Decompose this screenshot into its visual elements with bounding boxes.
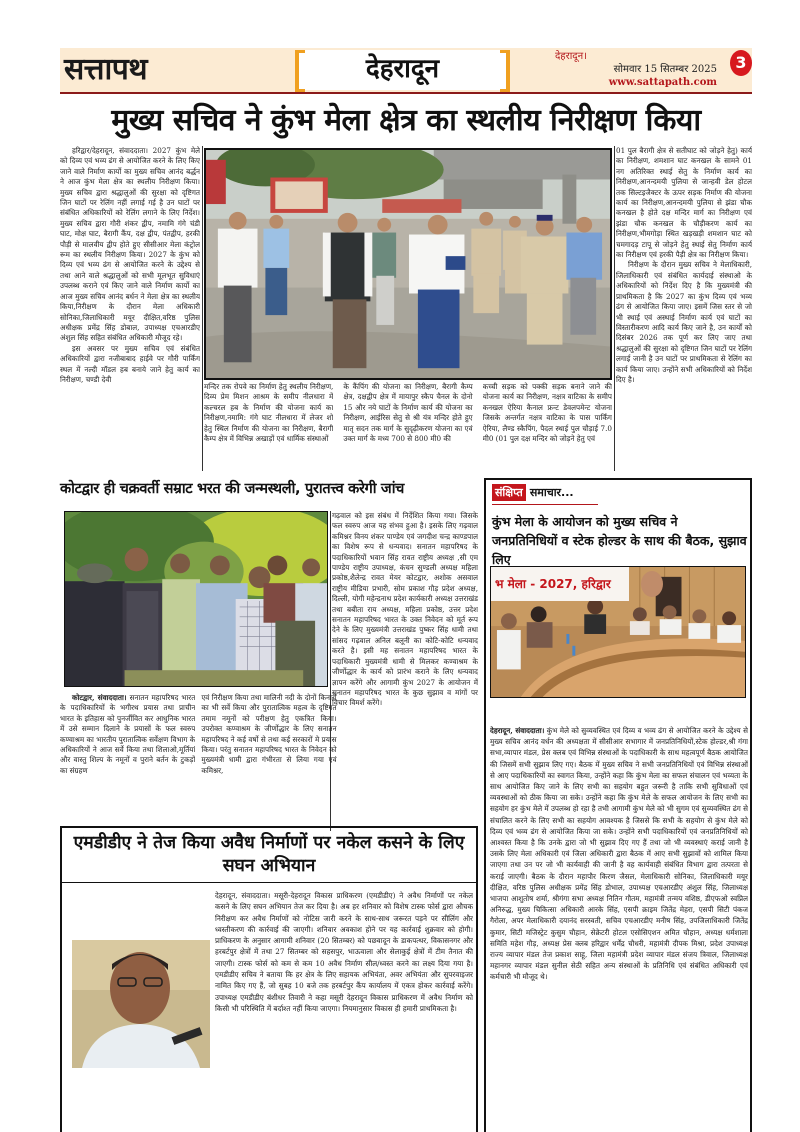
headline-divider	[62, 882, 476, 883]
story2-body-columns	[60, 693, 478, 823]
main-headline: मुख्य सचिव ने कुंभ मेला क्षेत्र का स्थलीय निरीक्षण किया	[111, 103, 701, 138]
kumbh-banner	[491, 567, 629, 601]
brief-section-label	[492, 484, 598, 505]
main-story-paragraph: निरीक्षण के दौरान मुख्य सचिव ने मेलाधिकारी, जिलाधिकारी एवं संबंधित कार्यदाई संस्थाओ के अधिकारियों को निर्देश दिए है कि मुख्यमंत्री की प्राथमिकता है कि 2027 का कुंभ दिव्य एवं भव्य ढंग से आयोजित किया जाए। इसमें जिस स्तर से जो भी स्थाई एवं अस्थाई निर्माण कार्य एवं घाटों का विस्तारीकरण आदि कार्य किए जाने है, उन कार्यों को दिसंबर 2026 तक पूर्ण कर लिए जाए तथा श्रद्धालुओं की सुरक्षा को दृष्टिगत जिन घाटों पर रेलिंग लगाई जानी है उन घाटों पर प्राथमिकता से रेलिंग का कार्य किया जाए। उन्होंने सभी अधिकारियों को निर्देश दिए है।	[616, 260, 752, 384]
story2-byline: कोटद्वार, संवाददाता।	[72, 693, 127, 702]
dateline-city: देहरादून।	[555, 51, 587, 62]
brief-body	[490, 725, 748, 1130]
banner-portrait	[641, 571, 663, 597]
page-number-badge: 3	[730, 50, 752, 76]
kanvashram-survey-photo	[65, 512, 327, 686]
main-story-paragraph: 01 पुल बैरागी क्षेत्र से सतीघाट को जोड़ने हेतु) कार्य का निरीक्षण, शमशान घाट कनखल के सामने 01 नग अतिरिक्त स्थाई सेतु के निर्माण कार्य का निरीक्षण,आनन्दमयी पुलिया से जान्हवी डेल होटल तक सिल्टइजैक्टर के ऊपर सड़क निर्माण की योजना कार्य का निरीक्षण,आनन्दमयी पुलिया से झंडा चौक कनखल है होते दक्ष मन्दिर मार्ग का निरीक्षण एवं झंडा चौक कनखल के चौड़ीकरण कार्य का निरीक्षण,भीमगोड़ा स्थित खड़खड़ी शमशान घाट को चमगादड़ टापू से जोड़ने हेतु स्थाई सेतु निर्माण कार्य का निरीक्षण एवं हरकी पैड़ी क्षेत्र का निरीक्षण किया।	[616, 146, 752, 260]
story2-photo	[64, 511, 328, 687]
newspaper-logo: सत्तापथ	[64, 52, 147, 87]
story2-column-1-text: सनातन महापरिषद भारत के पदाधिकारियों के भगीरथ प्रयास तथा प्राचीन भारत के इतिहास को पुनर्जीवित कर आधुनिक भारत में उसे सम्मान दिलाने के प्रयासों के फल स्वरुप कण्वाश्रम का भारतीय पुरातात्विक सर्वेक्षण विभाग के अधिकारियों ने आज सर्वे किया तथा शिलाओ,मूर्तियां और वास्तु शिल्प के नमूनों व पुराने बर्तन के टुकड़ों का संग्रहण	[60, 693, 196, 775]
mdda-photo	[72, 940, 210, 1068]
main-story-column-4: कच्ची सड़क को पक्की सड़क बनाने जाने की योजना कार्य का निरीक्षण, नक्षत्र वाटिका के समीप कनखल ऐरिया कैनाल फ्रन्ट डेवलपमेन्ट योजना जिसके अन्तर्गत नक्षत्र वाटिका के पास पार्किंग ऐरिया, लैण्ड स्कैपिंग, पैदल स्थाई पुल चौड़ाई 7.0 मी0 (01 पुल दक्ष मन्दिर को जोड़ने हेतु एवं	[482, 382, 612, 444]
brief-body-text: कुंभ मेले को सुव्यवस्थित एवं दिव्य व भव्य ढंग से आयोजित करने के उद्देश्य से मुख्य सचिव आनंद वर्धन की अध्यक्षता में सीसीआर सभागार में जनप्रतिनिधियों,स्टेक होल्डर,श्री गंगा सभा,व्यापार मंडल, प्रेस क्लब एवं विभिन्न संस्थाओं के पदाधिकारी के साथ महत्वपूर्ण बैठक आयोजित की जिसमें सभी सुझाव लिए गए। बैठक में मुख्य सचिव ने सभी जनप्रतिनिधियों एवं विभिन्न संस्थाओं से आए पदाधिकारियों का स्वागत किया, उन्होंने कहा कि कुंभ मेला का सफल संचालन एवं भव्यता के साथ आयोजित किए जाने के लिए सभी का सहयोग बहुत जरूरी है ताकि सभी सुविधाओं एवं व्यवस्थाओं को ठीक किया जा सके। उन्होंने कहा कि कुंभ मेले के सफल आयोजन के लिए सभी का सहयोग हर कुंभ मेले में उपलब्ध हो रहा है तभी आगामी कुंभ मेले को भी सुगम एवं सुव्यवस्थित ढंग से संचालित करने के लिए सभी का सहयोग आवश्यक है जिससे कि सभी के सहयोग से कुंभ मेले को दिव्य एवं भव्य ढंग से आयोजित किया जा सके। उन्होंने सभी पदाधिकारियों एवं जनप्रतिनिधियों को आश्वस्त किया है कि उनके द्वारा जो भी सुझाव दिए गए हैं तथा जो भी व्यवस्थाएं कराई जानी है उसके लिए मेला अधिकारी एवं जिला अधिकारी द्वारा बैठक में आए सभी सुझावों को शामिल किया जाएगा तथा उन पर जो भी कार्यवाही की जानी है वह कार्यवाही संबंधित विभाग द्वारा तत्परता से कराई जाएगी। बैठक के दौरान महापौर किरण जैसल, मेलाधिकारी सोनिका, जिलाधिकारी मयूर दीक्षित, वरिष्ठ पुलिस अधीक्षक प्रमेंद्र सिंह डोभाल, उपाध्यक्ष एचआरडीए अंशुल सिंह, जिलाध्यक्ष भाजपा आशुतोष शर्मा, श्रीगंगा सभा अध्यक्ष नितिन गौतम, महामंत्री तन्मय वशिष्ठ, डीएफओ स्वप्निल अनिरुद्ध, मुख्य चिकित्सा अधिकारी आरके सिंह, एसपी क्राइम जितेंद्र मेहरा, एसपी सिटी पंकज गैरोला, अपर मेलाधिकारी दयानंद सरस्वती, सचिव एचआरडीए मनीष सिंह, उपजिलाधिकारी जितेंद्र कुमार, सिटी मजिस्ट्रेट कुसुम चौहान, सेक्रेटरी होटल एसोसिएशन अमित चौहान, अध्यक्ष धर्मशाला समिति महेश गौड़, अध्यक्ष प्रेस क्लब हरिद्वार धर्मेंद्र चौधरी, महामंत्री दीपक मिश्रा, प्रदेश उपाध्यक्ष राज्य व्यापार मंडल तेज प्रकाश साहू, जिला महामंत्री प्रदेश व्यापार मंडल संजय त्रिवाल, जिलाध्यक्ष महानगर व्यापार मंडल सुनील सेठी सहित अन्य संस्थाओं के प्रतिनिधि एवं संबंधित अधिकारी एवं कर्मचारी भी मौजूद थे।	[490, 726, 748, 982]
brief-photo	[490, 566, 746, 698]
city-edition-box	[295, 50, 510, 90]
website-link[interactable]: www.sattapath.com	[608, 77, 717, 88]
main-story-column-2: मन्दिर तक रोपवे का निर्माण हेतु स्थलीय निरीक्षण, दिव्य प्रेम मिशन आश्रम के समीप नीलधारा में कल्चरल हब के निर्माण की योजना कार्य का निरीक्षण,नमामि: गंगे घाट नीलधारा में लेजर शो हेतु स्थिल निर्माण की योजना का निरीक्षण, बैरागी कैम्प क्षेत्र में विभिन्न अखाड़ों एवं धार्मिक संस्थाओं	[204, 382, 334, 444]
main-story-paragraph: इस अवसर पर मुख्य सचिव एवं संबंधित अधिकारियों द्वारा नजीबाबाद हाईवे पर गौरी पार्किंग स्थल में नल्दी मॉडल हब बनाये जाने हेतु कार्य का निरीक्षण, चण्डी देवी	[60, 343, 200, 384]
main-story-column-3: के कैंपिंग की योजना का निरीक्षण, बैरागी कैम्प क्षेत्र, दक्षद्वीप क्षेत्र में मायापुर स्कैप चैनल के दोनो 15 और नये घाटों के निर्माण कार्य की योजना का निरीक्षण, आईरिस सेतु से श्री यंत्र मन्दिर होते हुए मातृ सदन तक मार्ग के सुदृढ़ीकरण योजना का एवं उक्त मार्ग के मध्य 700 से 800 मी0 की	[343, 382, 473, 444]
story2-column-1	[60, 693, 195, 823]
brief-tag: संक्षिप्त	[492, 484, 526, 501]
story2-headline: कोटद्वार ही चक्रवर्ती सम्राट भरत की जन्मस्थली, पुरातत्त्व करेगी जांच	[60, 481, 405, 497]
inspection-walk-photo	[206, 150, 610, 378]
brief-byline: देहरादून, संवाददाता।	[490, 726, 545, 735]
masthead	[60, 48, 752, 94]
mdda-body-text: देहरादून, संवाददाता। मसूरी-देहरादून विकास प्राधिकरण (एमडीडीए) ने अवैध निर्माणों पर नकेल कसने के लिए सघन अभियान तेज कर दिया है। अब हर शनिवार को विशेष टास्क फोर्स द्वारा औचक निरीक्षण कर अवैध निर्माणों को नोटिस जारी करने के साथ-साथ जरूरत पड़ने पर सीलिंग और ध्वस्तीकरण की कार्रवाई की जाएगी। शनिवार अवकाश होने पर यह कार्रवाई शुक्रवार को होगी। प्राधिकरण के अनुसार आगामी शनिवार (20 सितम्बर) को पछवादून के डाकपत्थर, विकासनगर और हरबर्टपुर क्षेत्रों में तथा 27 सितम्बर को सहसपुर, भाऊवाला और सेलाकुई क्षेत्रों में टीम तैनात की जाएगी। टास्क फोर्स को कम से कम 10 अवैध निर्माण सील/ध्वस्त करने का लक्ष्य दिया गया है।एमडीडीए सचिव ने बताया कि हर क्षेत्र के लिए सहायक अभियंता, अवर अभियंता और सुपरवाइजर नामित किए गए हैं, जो सुबह 10 बजे तक हरबर्टपुर कैंप कार्यालय में एकत्र होकर कार्रवाई करेंगे। उपाध्यक्ष एमडीडीए बंशीधर तिवारी ने कहा मसूरी देहरादून विकास प्राधिकरण में अवैध निर्माण को किसी भी परिस्थिति में बर्दाश्त नहीं किया जाएगा। नियमानुसार विकास ही हमारी प्राथमिकता है।	[215, 891, 473, 1013]
news-brief-box	[484, 478, 752, 1132]
main-story-paragraph: हरिद्वार/देहरादून, संवाददाता। 2027 कुंभ मेले को दिव्य एवं भव्य ढंग से आयोजित करने के लिए किए जाने वाले निर्माण कार्यो का मुख्य सचिव आनंद बर्द्धन ने आज कुंभ मेला क्षेत्र का स्थलीय निरीक्षण किया। मुख्य सचिव द्वारा श्रद्धालुओं की सुरक्षा को दृष्टिगत जिन घाटों पर रेलिंग नहीं लगाई गई है उन घाटों पर संबंधित अधिकारियों को रेलिंग लगाने के लिए निर्देश। मुख्य सचिव द्वारा गौरी शंकर द्वीप, नमामि गंगे चंडी घाट, मोक्ष घाट, बैरागी कैंप, दक्ष द्वीप, पंतद्वीप, हरकी पौड़ी से मालवीय द्वीप होते हुए सीसीआर मेला कंट्रोल रूम का स्थलीय निरीक्षण किया। 2027 के कुंभ को दिव्य एवं भव्य ढंग से आयोजित करने के उद्देश्य से तथा आने वाले श्रद्धालुओं को सभी मूलभूत सुविधाएं उपलब्ध कराने एवं किए जाने वाले निर्माण कार्यो का आज मुख्य सचिव आनंद बर्धन ने मेला क्षेत्र का स्थलीय किया,निरीक्षण के दौरान मेला अधिकारी सोनिका,जिलाधिकारी मयूर दीक्षित,वरिष्ठ पुलिस अधीक्षक प्रमेंद्र सिंह डोबाल, उपाध्यक्ष एचआरडीए अंशुल सिंह सहित संबंधित अधिकारी मौजूद रहे।	[60, 146, 200, 343]
brief-word: समाचार...	[529, 486, 574, 499]
dateline	[555, 50, 725, 89]
story2-right-column: गढ़वाल को इस संबंध में निर्देशित किया गया। जिसके फल स्वरुप आज यह संभव हुआ है। इसके लिए गढ़वाल कमिश्नर विनय शंकर पाण्डेय एवं जगदीश चन्द्र काण्डपाल का विशेष रूप से धन्यवाद। सनातन महापरिषद के पदाधिकारियों भवान सिंह रावत राष्ट्रीय अध्यक्ष ,सी एम पाण्डेय राष्ट्रीय उपाध्यक्ष, कंचन सुण्डली अध्यक्ष महिला प्रकोष्ठ,शैलेन्द्र रावत मेयर कोटद्वार, अशोक असवाल राष्ट्रीय मीडिया प्रभारी, सोम प्रकाश गौड़ प्रदेश अध्यक्ष, दिल्ली, योगी महेन्द्रनाथ प्रदेश कार्यकारी अध्यक्ष उत्तराखंड तथा बबीता राय अध्यक्ष, महिला प्रकोष्ठ, उत्तर प्रदेश सनातन महापरिषद भारत के उक्त निवेदन को मूर्त रूप देने के लिए मुख्यमंत्री उत्तराखंड पुष्कर सिंह धामी तथा सांसद गढ़वाल अनिल बलूनी का कोटि-कोटि धन्यवाद करते है। इसी मह सनातन महापरिषद भारत के पदाधिकारी मुख्यमंत्री धामी से मिलकर कण्वाश्रम के जीर्णोद्धार के कार्य को प्रारंभ कराने के लिए धन्यवाद ज्ञापन करेंगे और आगामी कुंभ 2027 के आयोजन में सनातन महापरिषद भारत के कुछ सुझाव व मांगों पर विचार विमर्श करेंगे।	[332, 511, 478, 708]
main-story-photo	[204, 148, 612, 380]
column-divider	[202, 146, 203, 471]
banner-text: भ मेला - 2027, हरिद्वार	[495, 577, 611, 591]
story2-column-2: एवं निरीक्षण किया तथा मालिनी नदी के दोनों किनारों का भी सर्वे किया और पुरातात्विक महत्व के दृष्टिगत तमाम नमूनों को परीक्षण हेतु एकत्रित किया। उपरोक्त कण्वाश्रम के जीर्णोद्धार के लिए सनातन महापरिषद ने कई वर्षो से तथा कई सरकारों मे प्रयास किया। परंतु सनातन महापरिषद भारत के निवेदन को मुख्यमंत्री धामी द्वारा गंभीरता से लिया गया एवं कमिश्नर,	[201, 693, 337, 775]
publication-date: सोमवार 15 सितम्बर 2025	[613, 64, 717, 75]
main-story-column-5	[616, 146, 752, 471]
main-story-column-1	[60, 146, 200, 471]
official-portrait-photo	[72, 940, 210, 1068]
main-story-mid-columns	[204, 382, 612, 472]
mdda-headline: एमडीडीए ने तेज किया अवैध निर्माणों पर नकेल कसने के लिए सघन अभियान	[73, 833, 465, 876]
mdda-story-box	[60, 826, 478, 1132]
city-edition-name: देहरादून	[365, 54, 440, 84]
brief-headline: कुंभ मेला के आयोजन को मुख्य सचिव ने जनप्रतिनिधियों व स्टेक होल्डर के साथ की बैठक, सुझाव लिए	[492, 514, 747, 567]
column-divider	[614, 146, 615, 471]
